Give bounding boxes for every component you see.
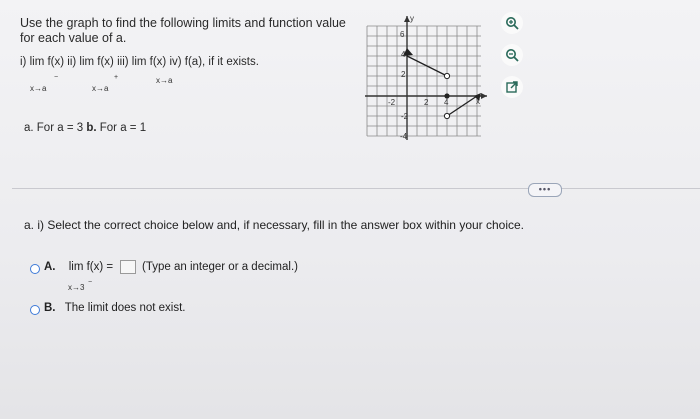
question-instructions: Use the graph to find the following limits and function value for each value of a. bbox=[20, 16, 346, 45]
x-axis-label: x bbox=[476, 97, 480, 106]
x-tick-2: 2 bbox=[424, 98, 429, 107]
graph-grid bbox=[367, 26, 481, 136]
choice-a-subscript: x→3 bbox=[68, 283, 85, 292]
limit-parts bbox=[20, 56, 259, 68]
function-graph bbox=[363, 12, 489, 144]
limit-subscript-3: x→a bbox=[156, 76, 173, 85]
choice-a-radio[interactable] bbox=[30, 264, 40, 274]
open-circle-upper bbox=[444, 73, 449, 78]
case-line: a. For a = 3 b. For a = 1 bbox=[24, 122, 147, 134]
choice-a-minus: − bbox=[88, 279, 93, 286]
more-options-button[interactable]: ••• bbox=[528, 183, 562, 197]
limit-subscript-2: x→a bbox=[92, 84, 109, 93]
graph-axes bbox=[365, 16, 487, 140]
open-external-button[interactable] bbox=[501, 76, 523, 98]
parts-text: i) lim f(x) ii) lim f(x) iii) lim f(x) iv) f(a), if it exists. bbox=[20, 56, 259, 68]
open-circle-lower bbox=[444, 113, 449, 118]
external-link-icon bbox=[505, 80, 519, 94]
choice-a[interactable] bbox=[44, 261, 113, 273]
choice-b[interactable] bbox=[44, 302, 186, 314]
y-tick-neg4: -4 bbox=[400, 132, 408, 141]
x-axis-arrow-icon bbox=[481, 93, 487, 99]
choice-b-letter: B. bbox=[44, 302, 56, 314]
section-divider bbox=[12, 188, 700, 189]
choice-a-limit: lim f(x) = bbox=[68, 261, 114, 273]
zoom-in-icon bbox=[505, 16, 519, 30]
y-tick-4: 4 bbox=[401, 50, 406, 59]
zoom-out-icon bbox=[505, 48, 519, 62]
zoom-out-button[interactable] bbox=[501, 44, 523, 66]
y-axis-label: y bbox=[410, 14, 414, 23]
choice-a-hint: (Type an integer or a decimal.) bbox=[142, 261, 298, 273]
choice-a-letter: A. bbox=[44, 261, 56, 273]
part-prompt: a. i) Select the correct choice below and, if necessary, fill in the answer box within your choice. bbox=[24, 218, 525, 232]
minus-sign: − bbox=[54, 74, 59, 81]
y-tick-neg2: -2 bbox=[401, 112, 409, 121]
answer-input[interactable] bbox=[120, 260, 136, 274]
x-tick-neg2: -2 bbox=[388, 98, 396, 107]
plus-sign: + bbox=[114, 74, 119, 81]
y-tick-6: 6 bbox=[400, 30, 405, 39]
zoom-in-button[interactable] bbox=[501, 12, 523, 34]
y-tick-2: 2 bbox=[401, 70, 406, 79]
limit-subscript-1: x→a bbox=[30, 84, 47, 93]
x-tick-4: 4 bbox=[444, 98, 449, 107]
choice-b-text: The limit does not exist. bbox=[64, 302, 186, 314]
choice-b-radio[interactable] bbox=[30, 305, 40, 315]
